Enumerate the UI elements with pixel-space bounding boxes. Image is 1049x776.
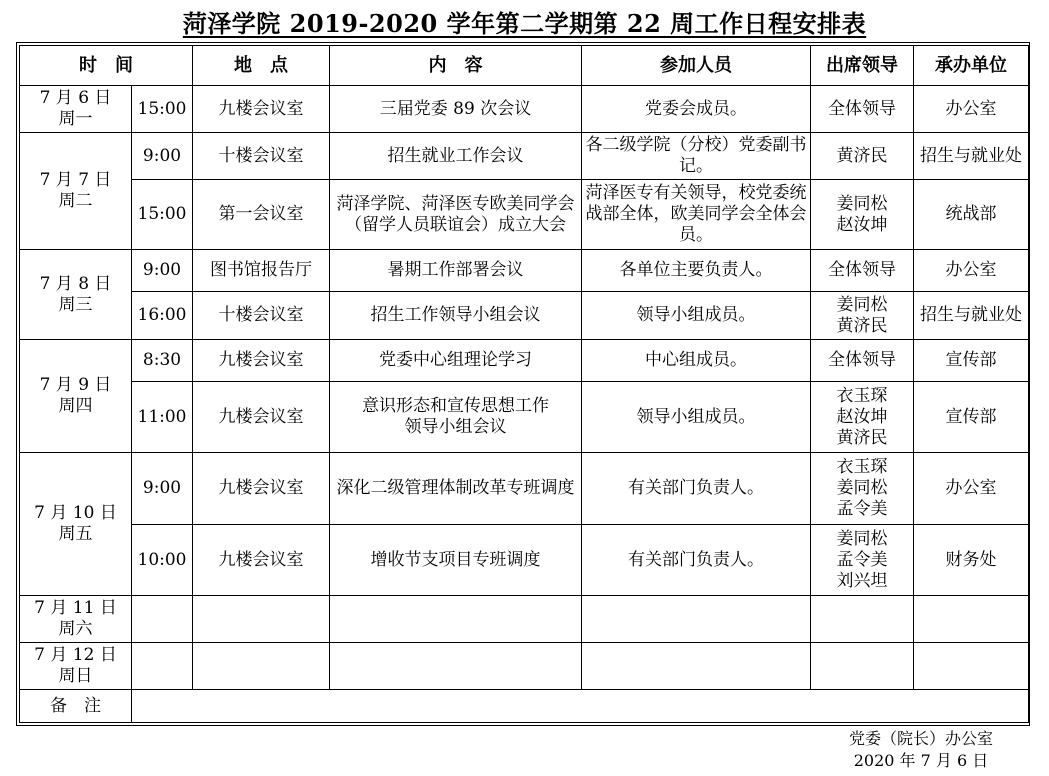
event-time: 8:30 [132, 340, 193, 382]
day-weekday: 周一 [58, 109, 93, 129]
day-cell [20, 340, 132, 453]
event-time: 15:00 [132, 86, 193, 133]
header-organizer: 承办单位 [914, 46, 1029, 86]
day-cell [20, 250, 132, 340]
day-cell [20, 643, 132, 690]
event-time: 9:00 [132, 250, 193, 292]
event-content-line: 意识形态和宣传思想工作 [362, 396, 549, 416]
leader-name: 全体领导 [828, 98, 896, 119]
header-location: 地 点 [193, 46, 330, 86]
event-content-line: （留学人员联谊会）成立大会 [345, 214, 566, 235]
event-attendees: 中心组成员。 [582, 340, 811, 382]
header-attendees: 参加人员 [582, 46, 811, 86]
leader-name: 赵汝坤 [836, 406, 888, 427]
event-leaders [811, 86, 914, 133]
event-organizer: 办公室 [914, 250, 1029, 292]
day-date: 7 月 11 日 [34, 598, 117, 618]
leader-name: 刘兴坦 [836, 570, 888, 591]
event-leaders [811, 133, 914, 180]
notes-cell [132, 690, 1029, 723]
table-row [20, 180, 1029, 250]
event-location: 十楼会议室 [193, 292, 330, 340]
leader-name: 衣玉琛 [836, 385, 888, 406]
event-organizer: 招生与就业处 [914, 133, 1029, 180]
empty-cell [811, 643, 914, 690]
day-weekday: 周六 [58, 619, 93, 639]
leader-name: 衣玉琛 [836, 457, 888, 477]
leader-name: 黄济民 [836, 427, 888, 448]
event-leaders [811, 453, 914, 525]
header-content: 内 容 [330, 46, 582, 86]
table-row [20, 250, 1029, 292]
day-date: 7 月 9 日 [39, 375, 112, 395]
empty-cell [193, 596, 330, 643]
empty-cell [132, 643, 193, 690]
event-time: 11:00 [132, 382, 193, 453]
table-row [20, 133, 1029, 180]
empty-cell [132, 596, 193, 643]
event-content [330, 133, 582, 180]
event-attendees: 各单位主要负责人。 [582, 250, 811, 292]
event-attendees: 领导小组成员。 [582, 292, 811, 340]
day-date: 7 月 12 日 [34, 645, 117, 665]
table-row [20, 453, 1029, 525]
day-date: 7 月 10 日 [34, 503, 117, 523]
schedule-table [19, 45, 1029, 723]
leader-name: 赵汝坤 [836, 214, 888, 235]
empty-cell [193, 643, 330, 690]
event-time: 10:00 [132, 525, 193, 596]
event-content-line: 暑期工作部署会议 [387, 260, 524, 280]
footer-office: 党委（院长）办公室 [848, 729, 993, 748]
day-date: 7 月 6 日 [39, 88, 112, 108]
table-row [20, 596, 1029, 643]
event-content-line: 三届党委 89 次会议 [379, 98, 532, 119]
notes-label: 备 注 [20, 690, 132, 723]
event-attendees: 各二级学院（分校）党委副书记。 [582, 133, 811, 180]
table-row [20, 292, 1029, 340]
empty-cell [330, 643, 582, 690]
event-leaders [811, 180, 914, 250]
leader-name: 孟令美 [836, 549, 888, 570]
leader-name: 全体领导 [828, 350, 896, 370]
day-date: 7 月 8 日 [39, 273, 112, 294]
event-organizer: 宣传部 [914, 340, 1029, 382]
table-row [20, 525, 1029, 596]
day-cell [20, 86, 132, 133]
footer-date: 2020 年 7 月 6 日 [853, 751, 989, 770]
event-location: 九楼会议室 [193, 340, 330, 382]
event-content-line: 菏泽学院、菏泽医专欧美同学会 [336, 193, 575, 214]
event-content-line: 领导小组会议 [404, 417, 507, 437]
event-content-line: 党委中心组理论学习 [379, 350, 532, 370]
empty-cell [582, 643, 811, 690]
event-attendees: 领导小组成员。 [582, 382, 811, 453]
leader-name: 孟令美 [836, 499, 888, 519]
event-time: 15:00 [132, 180, 193, 250]
event-content [330, 525, 582, 596]
event-attendees: 有关部门负责人。 [582, 453, 811, 525]
event-organizer: 财务处 [914, 525, 1029, 596]
empty-cell [914, 596, 1029, 643]
event-location: 九楼会议室 [193, 525, 330, 596]
event-location: 九楼会议室 [193, 382, 330, 453]
event-location: 九楼会议室 [193, 453, 330, 525]
day-weekday: 周二 [58, 191, 93, 211]
event-leaders [811, 292, 914, 340]
event-content [330, 382, 582, 453]
event-leaders [811, 382, 914, 453]
event-content-line: 招生就业工作会议 [387, 145, 524, 166]
event-attendees: 有关部门负责人。 [582, 525, 811, 596]
leader-name: 黄济民 [836, 315, 888, 336]
day-weekday: 周五 [58, 524, 93, 544]
event-location: 第一会议室 [193, 180, 330, 250]
empty-cell [811, 596, 914, 643]
event-organizer: 办公室 [914, 86, 1029, 133]
day-weekday: 周四 [58, 396, 93, 416]
event-content [330, 250, 582, 292]
empty-cell [582, 596, 811, 643]
leader-name: 姜同松 [836, 294, 888, 315]
event-organizer: 统战部 [914, 180, 1029, 250]
empty-cell [330, 596, 582, 643]
event-attendees: 党委会成员。 [582, 86, 811, 133]
notes-row [20, 690, 1029, 723]
table-row [20, 382, 1029, 453]
day-cell [20, 133, 132, 250]
event-content [330, 453, 582, 525]
event-content [330, 340, 582, 382]
header-time: 时 间 [20, 46, 193, 86]
leader-name: 全体领导 [828, 260, 896, 280]
event-location: 图书馆报告厅 [193, 250, 330, 292]
event-content [330, 180, 582, 250]
header-leaders: 出席领导 [811, 46, 914, 86]
event-leaders [811, 250, 914, 292]
event-organizer: 招生与就业处 [914, 292, 1029, 340]
footer [849, 728, 993, 772]
table-row [20, 340, 1029, 382]
empty-cell [914, 643, 1029, 690]
table-row [20, 86, 1029, 133]
table-row [20, 643, 1029, 690]
leader-name: 黄济民 [836, 145, 888, 166]
event-organizer: 宣传部 [914, 382, 1029, 453]
day-cell [20, 596, 132, 643]
event-organizer: 办公室 [914, 453, 1029, 525]
day-weekday: 周三 [58, 294, 93, 315]
event-content [330, 86, 582, 133]
leader-name: 姜同松 [836, 193, 888, 214]
event-location: 十楼会议室 [193, 133, 330, 180]
day-weekday: 周日 [58, 666, 93, 686]
event-content-line: 深化二级管理体制改革专班调度 [336, 478, 575, 498]
event-leaders [811, 525, 914, 596]
event-time: 16:00 [132, 292, 193, 340]
event-content [330, 292, 582, 340]
day-date: 7 月 7 日 [39, 170, 112, 190]
leader-name: 姜同松 [836, 478, 888, 498]
event-time: 9:00 [132, 133, 193, 180]
leader-name: 姜同松 [836, 528, 888, 549]
document-title: 菏泽学院 2019-2020 学年第二学期第 22 周工作日程安排表 [182, 9, 867, 38]
header-row [20, 46, 1029, 86]
day-cell [20, 453, 132, 596]
event-content-line: 增收节支项目专班调度 [370, 549, 541, 570]
event-location: 九楼会议室 [193, 86, 330, 133]
event-content-line: 招生工作领导小组会议 [370, 305, 541, 325]
event-time: 9:00 [132, 453, 193, 525]
event-attendees: 菏泽医专有关领导，校党委统战部全体，欧美同学会全体会员。 [582, 180, 811, 250]
event-leaders [811, 340, 914, 382]
